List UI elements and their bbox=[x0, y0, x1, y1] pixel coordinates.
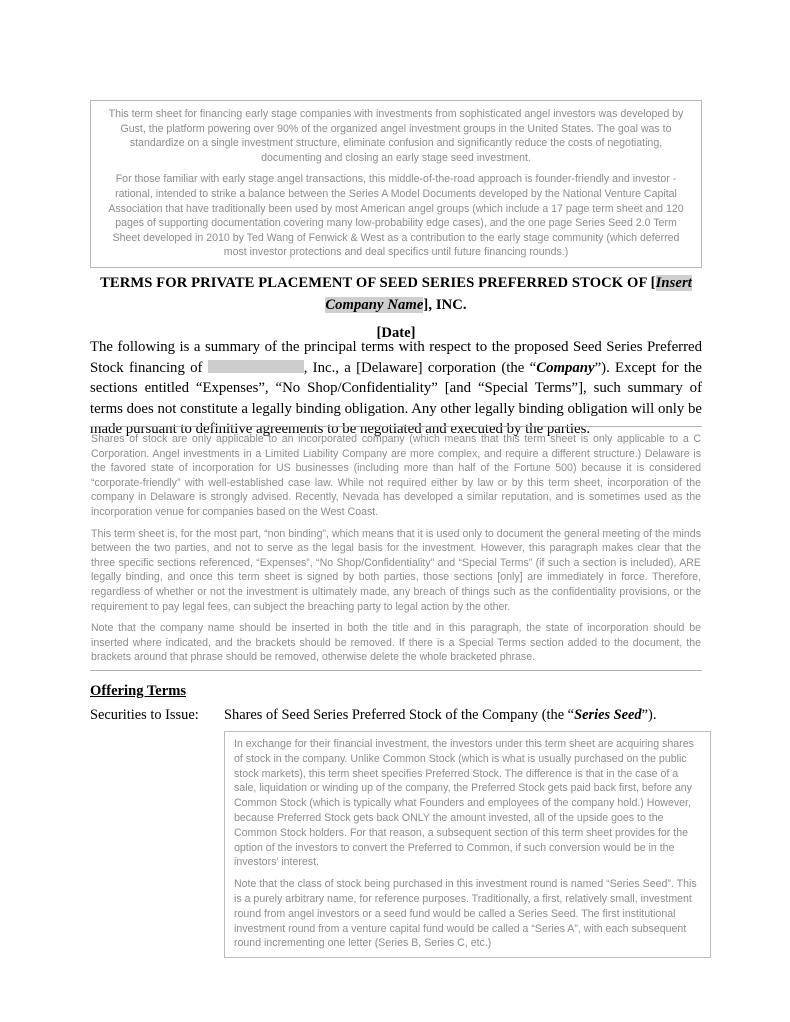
term-value bbox=[224, 705, 702, 725]
term-value-part-2: ”). bbox=[641, 707, 657, 723]
summary-part-2: , Inc., a [Delaware] corporation (the “ bbox=[303, 359, 537, 376]
intro-paragraph-2: For those familiar with early stage angel transactions, this middle-of-the-road approach is founder-friendly and investor -rational, intended to strike a balance between the Series A Model Documents developed by the National Venture Capital Association that have traditionally been used by most American angel groups (which include a 17 page term sheet and 120 pages of supporting documentation covering many low-probability edge cases), and the one page Series Seed 2.0 Term Sheet developed in 2010 by Ted Wang of Fenwick & West as a contribution to the early stage community (which deferred most investor protections and deal specifics until future financing rounds.) bbox=[108, 173, 684, 259]
commentary-note-block bbox=[90, 426, 702, 671]
title-prefix: TERMS FOR PRIVATE PLACEMENT OF SEED SERIES PREFERRED STOCK OF [ bbox=[100, 275, 656, 291]
note-paragraph-3: Note that the company name should be inserted in both the title and in this paragraph, the state of incorporation should be inserted where indicated, and the brackets should be removed. If there is a Special Terms section added to the document, the brackets around that phrase should be removed, otherwise delete the whole bracketed phrase. bbox=[91, 622, 701, 664]
note-paragraph-1: Shares of stock are only applicable to an incorporated company (which means that this term sheet is only applicable to a C Corporation. Angel investments in a Limited Liability Company are more complex, and require a different structure.) Delaware is the favored state of incorporation for US businesses (including more than half of the Fortune 500) because it is considered “corporate-friendly” with well-established case law. While not required either by law or by this term sheet, incorporation of the company in Delaware is strongly advised. Recently, Nevada has developed a similar reputation, and is sometimes used as the incorporation venue for companies based on the West Coast. bbox=[91, 433, 701, 518]
title-suffix: ], INC. bbox=[423, 297, 467, 313]
summary-paragraph bbox=[90, 337, 702, 440]
term-commentary-box bbox=[224, 731, 711, 958]
title-company-placeholder: Insert Company Name bbox=[325, 275, 692, 313]
page-title bbox=[90, 272, 702, 316]
term-value-part-1: Shares of Seed Series Preferred Stock of the Company (the “ bbox=[224, 707, 575, 723]
term-note-paragraph-2: Note that the class of stock being purchased in this investment round is named “Series Seed”. This is a purely arbitrary name, for reference purposes. Traditionally, a first, relatively small, investment round from angel investors or a seed fund would be called a Series Seed. The first institutional investment round from a venture capital fund would be called a “Series A”, with each subsequent round incrementing one letter (Series B, Series C, etc.) bbox=[234, 878, 697, 950]
company-name-blank bbox=[208, 360, 304, 373]
defined-term-series-seed: Series Seed bbox=[574, 707, 642, 723]
summary-part-1: The following is a summary of the principal terms with respect to the proposed Seed Series Preferred Stock financing of bbox=[90, 339, 702, 376]
date-placeholder: [Date] bbox=[376, 325, 416, 341]
note-paragraph-2: This term sheet is, for the most part, “non binding”, which means that it is used only to document the general meeting of the minds between the two parties, and not to serve as the legal basis for the investment. However, this paragraph makes clear that the three specific sections referenced, “Expenses”, “No Shop/Confidentiality” and “Special Terms” (if such a section is included), ARE legally binding, and once this term sheet is signed by both parties, those sections [only] are immediately in force. Therefore, regardless of whether or not the investment is ultimately made, any breach of things such as the confidentiality provisions, or the requirement to pay legal fees, can subject the breaching party to legal action by the other. bbox=[91, 527, 701, 613]
term-label: Securities to Issue: bbox=[90, 707, 199, 723]
defined-term-company: Company bbox=[536, 359, 595, 376]
section-heading-offering-terms: Offering Terms bbox=[90, 683, 187, 699]
intro-paragraph-1: This term sheet for financing early stage companies with investments from sophisticated angel investors was developed by Gust, the platform powering over 90% of the organized angel investment groups in the United States. The goal was to standardize on a single investment structure, eliminate confusion and significantly reduce the costs of negotiating, documenting and closing an early stage seed investment. bbox=[108, 108, 684, 164]
intro-commentary-box bbox=[90, 100, 702, 268]
term-row-securities-to-issue bbox=[90, 705, 702, 725]
term-note-paragraph-1: In exchange for their financial investment, the investors under this term sheet are acquiring shares of stock in the company. Unlike Common Stock (which is what is usually purchased on the public stock markets), this term sheet specifies Preferred Stock. The difference is that in the case of a sale, liquidation or winding up of the company, the Preferred Stock gets paid back first, before any Common Stock (which is typically what Founders and employees of the company hold.) However, because Preferred Stock gets back ONLY the amount invested, all of the upside goes to the Common Stock holders. For that reason, a subsequent section of this term sheet provides for the option of the investors to convert the Preferred to Common, if such conversion would be in the investors’ interest. bbox=[234, 738, 694, 869]
summary-part-3: ”). Except for the sections entitled “Expenses”, “No Shop/Confidentiality” [and “Special Terms”], such summary of terms does not constitute a legally binding obligation. Any other legally binding obligation will only be made pursuant to definitive agreements to be negotiated and executed by the parties. bbox=[90, 359, 702, 438]
title-block bbox=[90, 272, 702, 342]
